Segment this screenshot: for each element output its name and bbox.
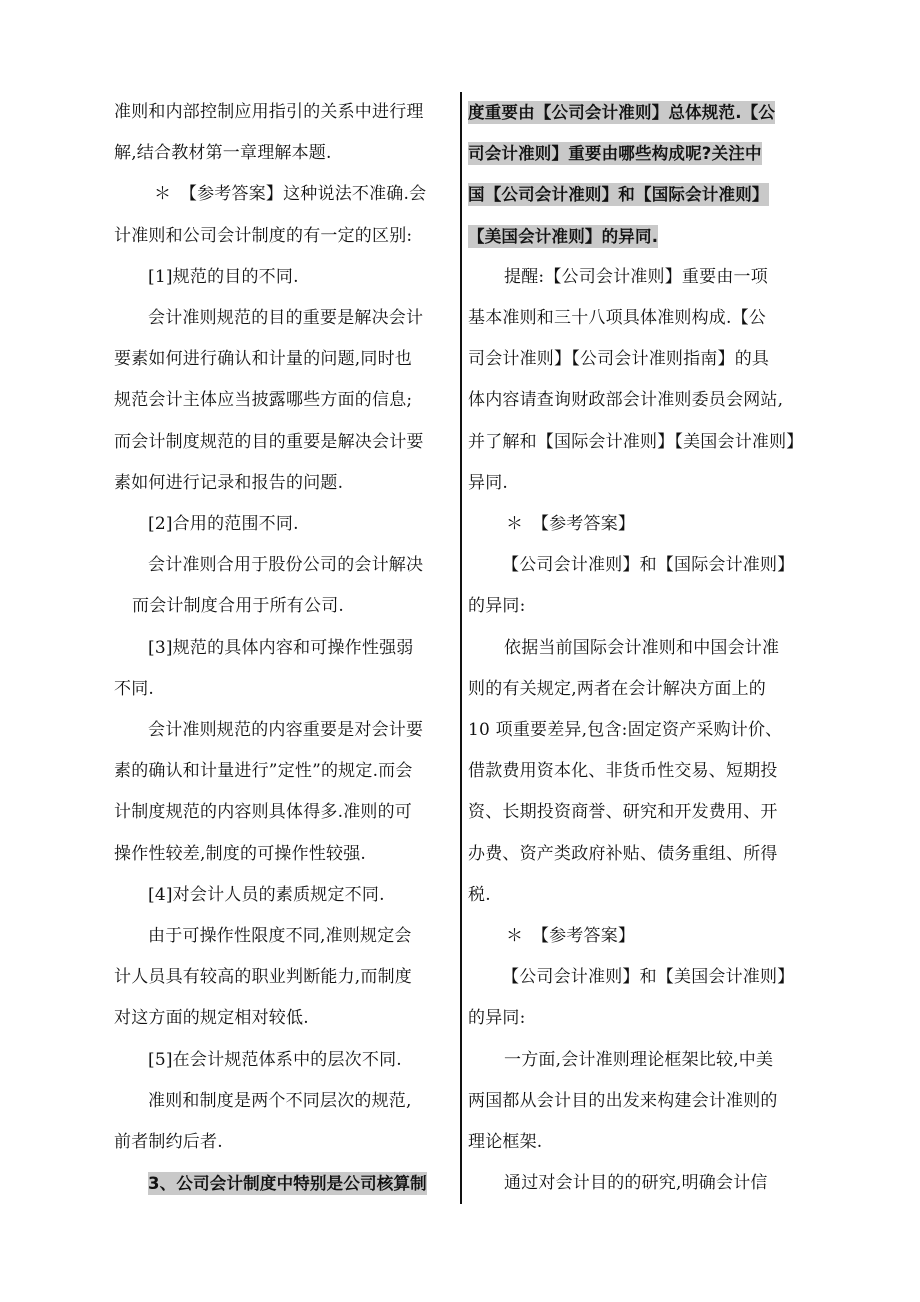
column-divider (460, 92, 462, 1204)
right-line-23: 的异同: (468, 1008, 526, 1029)
right-line-21: ＊ 【参考答案】 (506, 926, 636, 946)
left-line-8: 规范会计主体应当披露哪些方面的信息; (114, 390, 413, 411)
right-line-1: 度重要由【公司会计准则】总体规范.【公 (468, 103, 776, 122)
right-line-5: 提醒:【公司会计准则】重要由一项 (504, 266, 768, 287)
right-line-25: 两国都从会计目的出发来构建会计准则的 (468, 1090, 778, 1111)
right-line-24: 一方面,会计准则理论框架比较,中美 (504, 1049, 774, 1070)
left-line-15: 不同. (114, 678, 155, 699)
left-line-12: 会计准则合用于股份公司的会计解决 (148, 555, 424, 576)
left-line-5: [1]规范的目的不同. (148, 266, 299, 287)
left-line-2: 解,结合教材第一章理解本题. (114, 143, 332, 164)
right-line-20: 税. (468, 884, 491, 905)
left-line-9: 而会计制度规范的目的重要是解决会计要 (114, 431, 424, 452)
right-line-15: 则的有关规定,两者在会计解决方面上的 (468, 678, 767, 699)
right-line-13: 的异同: (468, 596, 526, 617)
left-line-6: 会计准则规范的目的重要是解决会计 (148, 308, 424, 328)
right-line-18: 资、长期投资商誉、研究和开发费用、开 (468, 802, 778, 823)
right-line-14: 依据当前国际会计准则和中国会计准 (504, 637, 780, 658)
left-line-7: 要素如何进行确认和计量的问题,同时也 (114, 349, 413, 370)
right-line-3: 国【公司会计准则】和【国际会计准则】 (468, 185, 769, 205)
left-line-16: 会计准则规范的内容重要是对会计要 (148, 720, 424, 740)
right-line-8: 体内容请查询财政部会计准则委员会网站, (468, 390, 784, 411)
left-line-4: 计准则和公司会计制度的有一定的区别: (114, 225, 413, 246)
left-line-27: 3、公司会计制度中特别是公司核算制 (148, 1174, 427, 1194)
left-line-11: [2]合用的范围不同. (148, 514, 299, 534)
left-line-19: 操作性较差,制度的可操作性较强. (114, 843, 367, 864)
right-line-11: ＊ 【参考答案】 (506, 514, 636, 534)
left-line-21: 由于可操作性限度不同,准则规定会 (148, 926, 412, 946)
right-line-10: 异同. (468, 472, 509, 493)
left-line-18: 计制度规范的内容则具体得多.准则的可 (114, 802, 413, 823)
right-line-6: 基本准则和三十八项具体准则构成.【公 (468, 308, 767, 328)
left-line-25: 准则和制度是两个不同层次的规范, (148, 1090, 412, 1111)
left-line-20: [4]对会计人员的素质规定不同. (148, 884, 385, 905)
right-line-19: 办费、资产类政府补贴、债务重组、所得 (468, 843, 778, 864)
left-line-1: 准则和内部控制应用指引的关系中进行理 (114, 102, 424, 122)
left-line-24: [5]在会计规范体系中的层次不同. (148, 1049, 402, 1070)
right-line-4: 【美国会计准则】的异同. (468, 226, 659, 246)
left-line-23: 对这方面的规定相对较低. (114, 1008, 309, 1029)
right-line-9: 并了解和【国际会计准则】【美国会计准则】 (468, 431, 804, 452)
left-line-13: 而会计制度合用于所有公司. (132, 596, 345, 617)
left-line-10: 素如何进行记录和报告的问题. (114, 472, 344, 493)
right-line-12: 【公司会计准则】和【国际会计准则】 (502, 555, 795, 576)
right-line-17: 借款费用资本化、非货币性交易、短期投 (468, 761, 778, 782)
left-line-3: ＊ 【参考答案】这种说法不准确.会 (154, 184, 427, 205)
left-line-17: 素的确认和计量进行”定性”的规定.而会 (114, 761, 413, 782)
left-line-22: 计人员具有较高的职业判断能力,而制度 (114, 967, 413, 988)
right-line-26: 理论框架. (468, 1132, 543, 1152)
right-line-7: 司会计准则】【公司会计准则指南】的具 (468, 349, 770, 370)
right-line-2: 司会计准则】重要由哪些构成呢?关注中 (468, 144, 762, 164)
left-line-14: [3]规范的具体内容和可操作性强弱 (148, 637, 414, 658)
right-line-22: 【公司会计准则】和【美国会计准则】 (502, 967, 795, 988)
right-line-16: 10 项重要差异,包含:固定资产采购计价、 (468, 720, 783, 740)
right-line-27: 通过对会计目的的研究,明确会计信 (504, 1173, 768, 1194)
left-line-26: 前者制约后者. (114, 1132, 223, 1152)
